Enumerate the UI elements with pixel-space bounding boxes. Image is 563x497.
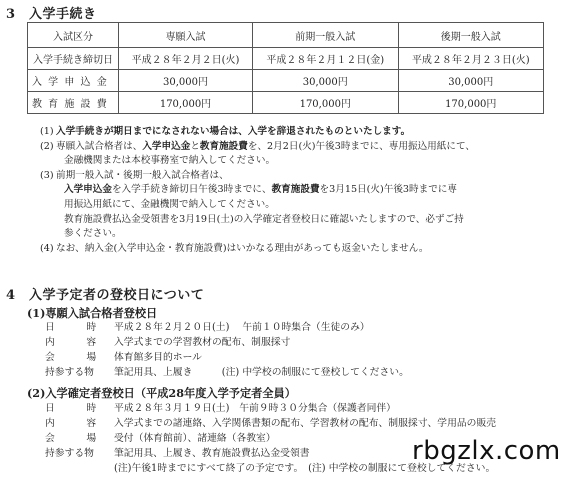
sub2-title: (2)入学確定者登校日（平成28年度入学予定者全員）	[27, 386, 296, 400]
note-3-line3: 用振込用紙にて、金融機関で納入してください。	[64, 198, 275, 210]
table-cell: 30,000円	[119, 70, 253, 92]
table-cell: 170,000円	[398, 92, 544, 114]
note-2-line2: 金融機関または本校事務室で納入してください。	[64, 155, 276, 167]
note-2: (2) 専願入試合格者は、入学申込金と教育施設費を、2月2日(火)午後3時までに、専用振込用紙にて、	[40, 140, 475, 152]
table-header: 前期一般入試	[253, 23, 398, 48]
notes	[40, 125, 475, 256]
table-header: 専願入試	[119, 23, 253, 48]
detail-row: 内 容 入学式までの諸連絡、入学関係書類の配布、学習教材の配布、制服採寸、学用品の販売	[45, 417, 497, 429]
sub1-details	[45, 321, 409, 381]
table-cell: 30,000円	[398, 70, 544, 92]
table-cell: 教 育 施 設 費	[28, 92, 119, 114]
table-cell: 平成２８年２月１２日(金)	[253, 48, 398, 70]
table-cell: 平成２８年２月２日(火)	[119, 48, 253, 70]
table-cell: 入学手続き締切日	[28, 48, 119, 70]
detail-row: 会 場 体育館多目的ホール	[45, 351, 202, 363]
table-header-row	[28, 23, 544, 48]
detail-row: 持参する物 筆記用具、上履き (注) 中学校の制服にて登校してください。	[45, 366, 409, 378]
note-1: (1) 入学手続きが期日までになされない場合は、入学を辞退されたものといたします。	[40, 126, 411, 137]
detail-row: 会 場 受付（体育館前）、諸連絡（各教室）	[45, 432, 276, 444]
table-row	[28, 48, 544, 70]
note-3-line4: 教育施設費払込金受領書を3月19日(土)の入学確定者登校日に確認いたしますので、必ずご持	[64, 213, 464, 225]
table-cell: 30,000円	[253, 70, 398, 92]
table-cell: 平成２８年２月２３日(火)	[398, 48, 544, 70]
table-header: 後期一般入試	[398, 23, 544, 48]
table-header: 入試区分	[28, 23, 119, 48]
detail-row: 日 時 平成２８年２月２０日(土) 午前１０時集合（生徒のみ）	[45, 322, 370, 333]
section4-title: 4 入学予定者の登校日について	[6, 288, 205, 303]
sub1-title: (1)専願入試合格者登校日	[27, 306, 158, 320]
note-3-line2: 入学申込金を入学手続き締切日午後3時までに、教育施設費を3月15日(火)午後3時までに専	[64, 184, 457, 196]
note-4: (4) なお、納入金(入学申込金・教育施設費)はいかなる理由があっても返金いたしません。	[40, 242, 429, 254]
section3-title: 3 入学手続き	[6, 7, 97, 22]
note-3-line5: 参ください。	[64, 228, 122, 240]
table-cell: 170,000円	[119, 92, 253, 114]
table-cell: 170,000円	[253, 92, 398, 114]
table-row	[28, 70, 544, 92]
admission-table	[27, 22, 544, 114]
detail-row: (注)午後1時までにすべて終了の予定です。 (注) 中学校の制服にて登校してください。	[114, 462, 496, 474]
watermark: rbgzlx.com	[412, 436, 561, 466]
detail-row: 日 時 平成２８年３月１９日(土) 午前９時３０分集合（保護者同伴）	[45, 403, 396, 414]
note-3: (3) 前期一般入試・後期一般入試合格者は、	[40, 169, 229, 181]
detail-row: 内 容 入学式までの学習教材の配布、制服採寸	[45, 336, 291, 348]
table-row	[28, 92, 544, 114]
table-cell: 入 学 申 込 金	[28, 70, 119, 92]
detail-row: 持参する物 筆記用具、上履き、教育施設費払込金受領書	[45, 447, 310, 459]
